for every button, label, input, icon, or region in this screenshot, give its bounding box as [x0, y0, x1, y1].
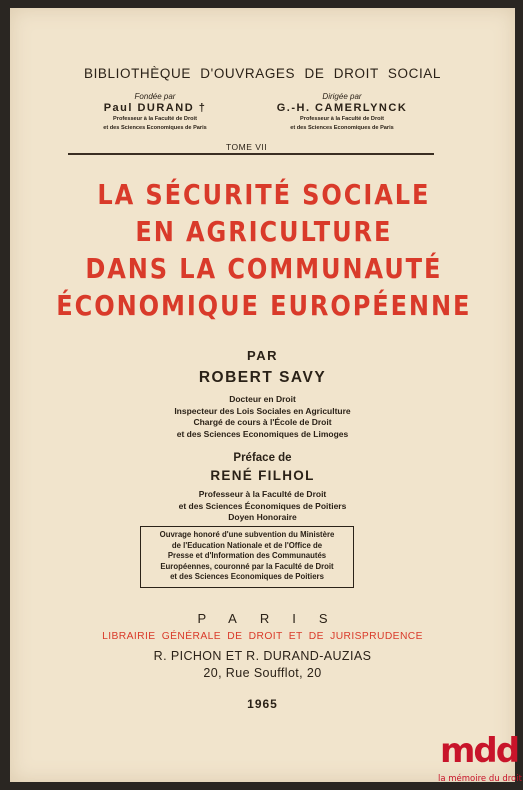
author-credentials	[10, 394, 515, 440]
by-label: PAR	[247, 348, 278, 363]
title-line: EN AGRICULTURE	[135, 215, 393, 248]
credential-line: Professeur à la Faculté de Droit	[198, 489, 327, 499]
title-line: ÉCONOMIQUE EUROPÉENNE	[56, 289, 472, 322]
title-line: LA SÉCURITÉ SOCIALE	[97, 178, 431, 211]
founder-affiliation-2: et des Sciences Economiques de Paris	[103, 125, 207, 131]
director-affiliation-1: Professeur à la Faculté de Droit	[300, 116, 384, 122]
award-line: Presse et d'Information des Communautés	[167, 551, 327, 560]
title-line: DANS LA COMMUNAUTÉ	[85, 252, 443, 285]
award-box	[140, 526, 354, 588]
publisher-names: R. PICHON ET R. DURAND-AUZIAS	[153, 649, 372, 663]
founder-affiliation-1: Professeur à la Faculté de Droit	[113, 116, 197, 122]
founder-label: Fondée par	[134, 92, 176, 101]
director-name: G.-H. CAMERLYNCK	[276, 102, 408, 114]
divider-rule	[68, 153, 434, 155]
preface-credentials	[10, 489, 515, 524]
preface-author-name: RENÉ FILHOL	[210, 468, 315, 483]
director-block	[262, 92, 422, 132]
preface-label: Préface de	[233, 452, 292, 464]
credential-line: Chargé de cours à l'École de Droit	[193, 417, 332, 427]
book-cover	[10, 8, 515, 782]
publication-year: 1965	[247, 697, 278, 711]
founder-block	[80, 92, 230, 132]
award-line: Européennes, couronné par la Faculté de Droit	[160, 561, 334, 571]
watermark-logo	[438, 732, 523, 784]
credential-line: et des Sciences Économiques de Poitiers	[178, 500, 347, 511]
credential-line: Doyen Honoraire	[228, 512, 297, 522]
publisher-city: PARIS	[197, 611, 351, 626]
tome-number: TOME VII	[226, 142, 268, 152]
founder-name: Paul DURAND †	[103, 102, 207, 114]
publisher-details	[10, 648, 515, 682]
credential-line: et des Sciences Economiques de Limoges	[176, 428, 349, 439]
credential-line: Inspecteur des Lois Sociales en Agriculture	[174, 405, 351, 416]
director-affiliation-2: et des Sciences Economiques de Paris	[290, 125, 394, 131]
logo-tagline: la mémoire du droit	[438, 774, 522, 784]
publisher-address: 20, Rue Soufflot, 20	[203, 666, 322, 680]
series-title: BIBLIOTHÈQUE D'OUVRAGES DE DROIT SOCIAL	[83, 66, 442, 81]
director-label: Dirigée par	[322, 92, 362, 101]
award-line: Ouvrage honoré d'une subvention du Ministère	[159, 530, 335, 539]
credential-line: Docteur en Droit	[229, 394, 296, 404]
logo-text: mdd	[440, 731, 519, 771]
publisher-library: LIBRAIRIE GÉNÉRALE DE DROIT ET DE JURISPRUDENCE	[102, 631, 423, 642]
book-title	[47, 176, 481, 324]
award-line: et des Sciences Economiques de Poitiers	[170, 572, 324, 581]
author-name: ROBERT SAVY	[198, 369, 327, 386]
award-line: de l'Education Nationale et de l'Office de	[171, 540, 323, 550]
